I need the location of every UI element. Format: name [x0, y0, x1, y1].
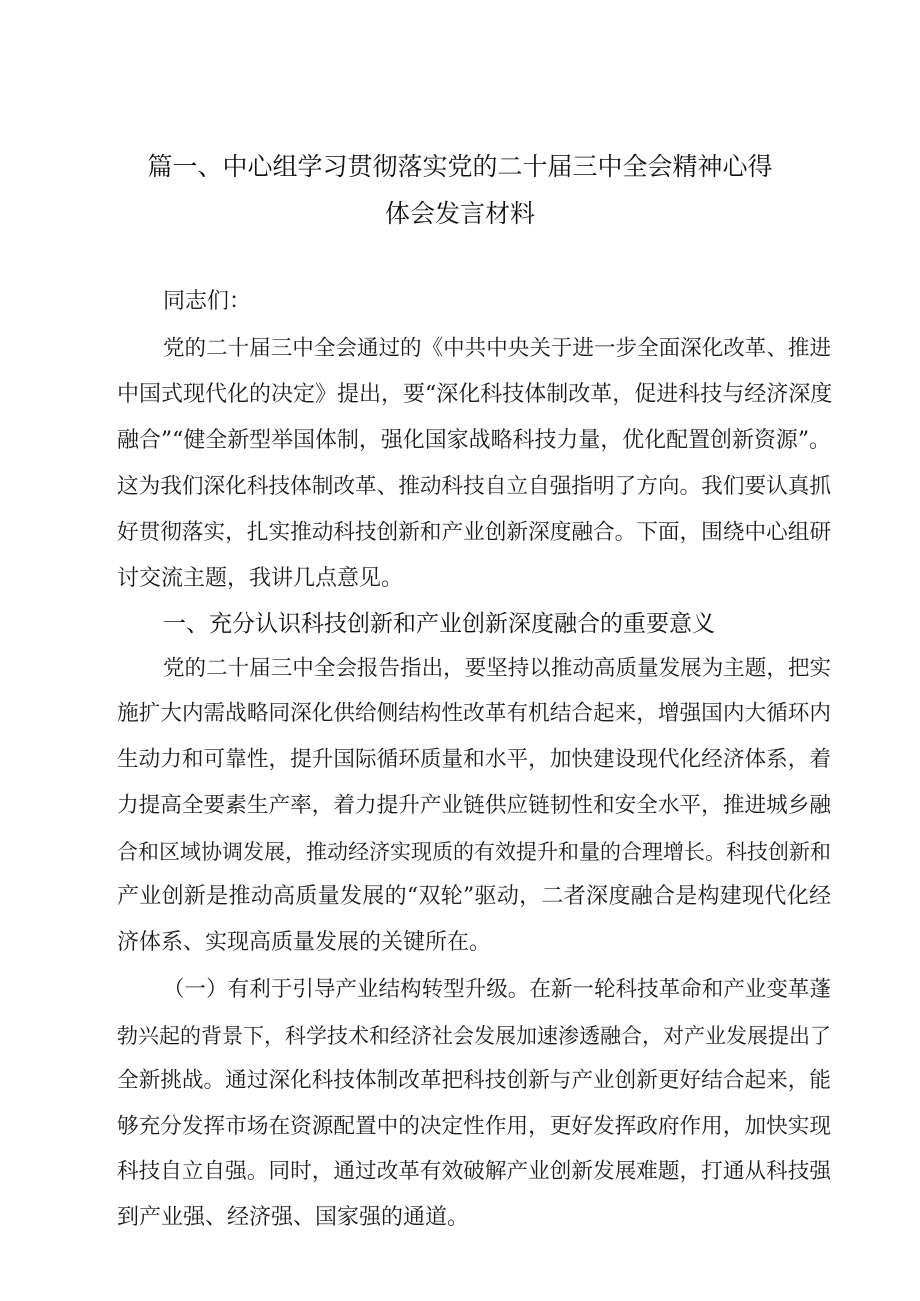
paragraph-line: 到产业强、经济强、国家强的通道。: [117, 1205, 470, 1230]
paragraph-line: 科技自立自强。同时，通过改革有效破解产业创新发展难题，打通从科技强: [117, 1159, 831, 1184]
paragraph-line: 力提高全要素生产率，着力提升产业链供应链韧性和安全水平，推进城乡融: [117, 793, 831, 818]
paragraph-line: 济体系、实现高质量发展的关键所在。: [117, 930, 492, 955]
paragraph-line: 融合”“健全新型举国体制，强化国家战略科技力量，优化配置创新资源”。: [117, 428, 831, 453]
document-title-line-2: 体会发言材料: [384, 199, 535, 228]
paragraph-line: 党的二十届三中全会通过的《中共中央关于进一步全面深化改革、推进: [163, 336, 831, 361]
paragraph-line: 施扩大内需战略同深化供给侧结构性改革有机结合起来，增强国内大循环内: [117, 701, 831, 726]
paragraph-line: 好贯彻落实，扎实推动科技创新和产业创新深度融合。下面，围绕中心组研: [117, 520, 831, 545]
document-title-line-1: 篇一、中心组学习贯彻落实党的二十届三中全会精神心得: [147, 152, 773, 181]
section-heading: 一、充分认识科技创新和产业创新深度融合的重要意义: [163, 611, 715, 637]
paragraph-line: 合和区域协调发展，推动经济实现质的有效提升和量的合理增长。科技创新和: [117, 840, 831, 864]
paragraph-line: 生动力和可靠性，提升国际循环质量和水平，加快建设现代化经济体系，着: [117, 747, 831, 772]
paragraph-line: 产业创新是推动高质量发展的“双轮”驱动，二者深度融合是构建现代化经: [117, 884, 831, 909]
subsection-paragraph-line: （一）有利于引导产业结构转型升级。在新一轮科技革命和产业变革蓬: [163, 977, 831, 1002]
paragraph-line: 够充分发挥市场在资源配置中的决定性作用，更好发挥政府作用，加快实现: [117, 1114, 831, 1139]
paragraph-line: 这为我们深化科技体制改革、推动科技自立自强指明了方向。我们要认真抓: [117, 474, 831, 499]
paragraph-line: 勃兴起的背景下，科学技术和经济社会发展加速渗透融合，对产业发展提出了: [117, 1024, 831, 1048]
paragraph-line: 中国式现代化的决定》提出，要“深化科技体制改革，促进科技与经济深度: [117, 382, 833, 407]
paragraph-line: 讨交流主题，我讲几点意见。: [117, 566, 404, 591]
paragraph-line: 党的二十届三中全会报告指出，要坚持以推动高质量发展为主题，把实: [163, 656, 831, 681]
salutation: 同志们：: [163, 289, 252, 314]
paragraph-line: 全新挑战。通过深化科技体制改革把科技创新与产业创新更好结合起来，能: [117, 1068, 831, 1093]
